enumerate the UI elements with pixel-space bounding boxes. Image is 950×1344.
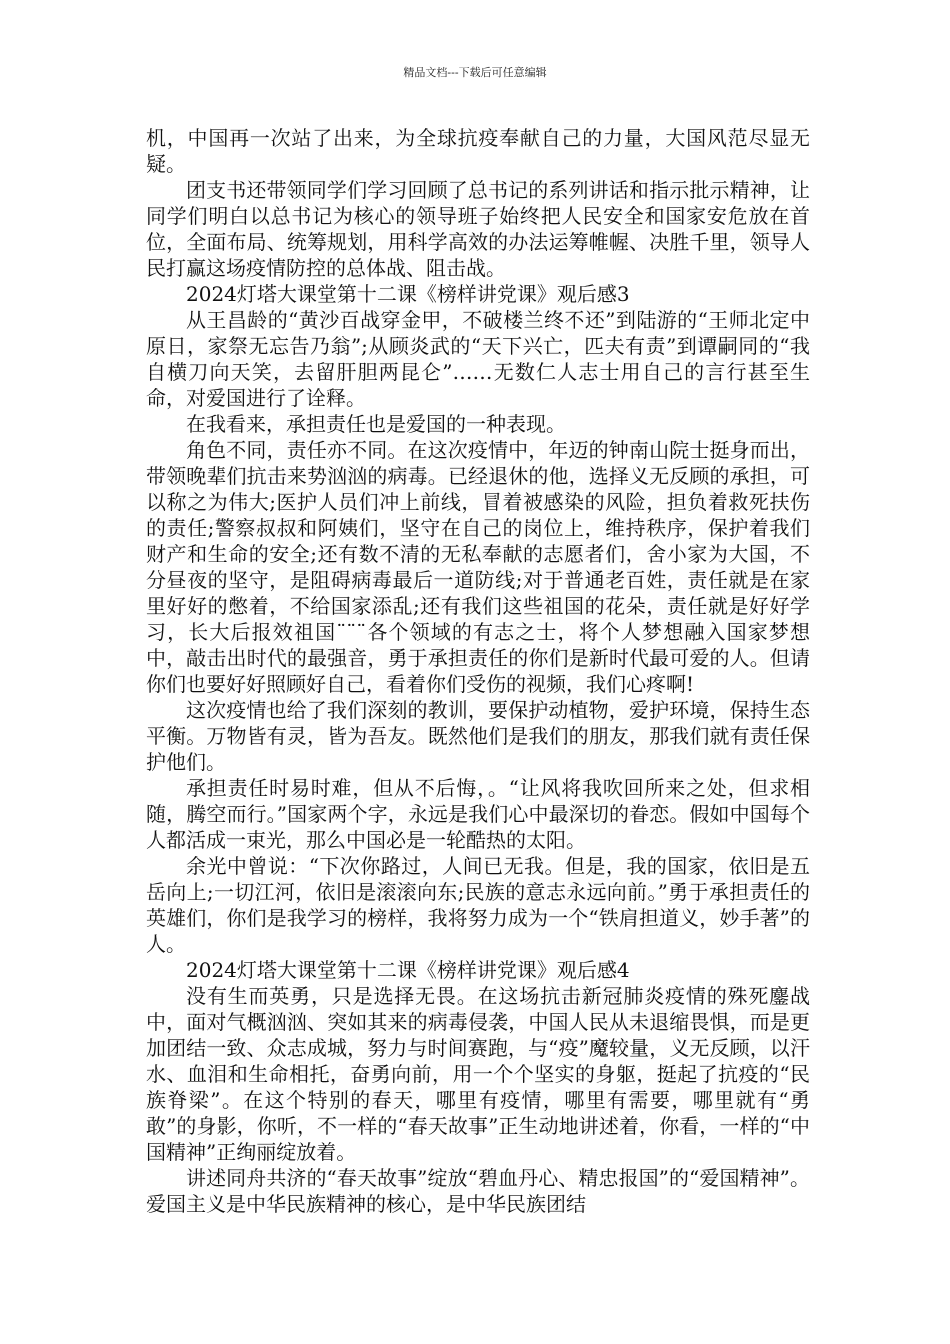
paragraph: 余光中曾说：“下次你路过，人间已无我。但是，我的国家，依旧是五岳向上;一切江河，依旧是滚滚向东;民族的意志永远向前。”勇于承担责任的英雄们，你们是我学习的榜样，我将努力成为一个“铁肩担道义，妙手著”的人。 [146,854,810,956]
paragraph: 没有生而英勇，只是选择无畏。在这场抗击新冠肺炎疫情的殊死鏖战中，面对气概汹汹、突如其来的病毒侵袭，中国人民从未退缩畏惧，而是更加团结一致、众志成城，努力与时间赛跑，与“疫”魔较量，义无反顾，以汗水、血泪和生命相托，奋勇向前，用一个个坚实的身躯，挺起了抗疫的“民族脊梁”。在这个特别的春天，哪里有疫情，哪里有需要，哪里就有“勇敢”的身影，你听，不一样的“春天故事”正生动地讲述着，你看，一样的“中国精神”正绚丽绽放着。 [146,984,810,1164]
section-title: 2024灯塔大课堂第十二课《榜样讲党课》观后感3 [186,282,630,306]
paragraph: 角色不同，责任亦不同。在这次疫情中，年迈的钟南山院士挺身而出，带领晚辈们抗击来势汹汹的病毒。已经退休的他，选择义无反顾的承担，可以称之为伟大;医护人员们冲上前线，冒着被感染的风险，担负着救死扶伤的责任;警察叔叔和阿姨们，坚守在自己的岗位上，维持秩序，保护着我们财产和生命的安全;还有数不清的无私奉献的志愿者们，舍小家为大国，不分昼夜的坚守，是阻碍病毒最后一道防线;对于普通老百姓，责任就是在家里好好的憋着，不给国家添乱;还有我们这些祖国的花朵，责任就是好好学习，长大后报效祖国¨¨¨各个领域的有志之士，将个人梦想融入国家梦想中，敲击出时代的最强音，勇于承担责任的你们是新时代最可爱的人。但请你们也要好好照顾好自己，看着你们受伤的视频，我们心疼啊! [146,438,810,696]
paragraph: 讲述同舟共济的“春天故事”绽放“碧血丹心、精忠报国”的“爱国精神”。爱国主义是中华民族精神的核心，是中华民族团结 [146,1166,810,1216]
header-note: 精品文档---下载后可任意编辑 [403,66,547,79]
paragraph: 在我看来，承担责任也是爱国的一种表现。 [186,412,566,436]
paragraph: 承担责任时易时难，但从不后悔，。“让风将我吹回所来之处，但求相随，腾空而行。”国家两个字，永远是我们心中最深切的眷恋。假如中国每个人都活成一束光，那么中国必是一轮酷热的太阳。 [146,776,810,852]
paragraph: 机，中国再一次站了出来，为全球抗疫奉献自己的力量，大国风范尽显无疑。 [146,126,810,176]
section-title: 2024灯塔大课堂第十二课《榜样讲党课》观后感4 [186,958,630,982]
paragraph: 从王昌龄的“黄沙百战穿金甲，不破楼兰终不还”到陆游的“王师北定中原日，家祭无忘告乃翁”;从顾炎武的“天下兴亡，匹夫有责”到谭嗣同的“我自横刀向天笑，去留肝胆两昆仑”……无数仁人志士用自己的言行甚至生命，对爱国进行了诠释。 [146,308,810,410]
paragraph: 这次疫情也给了我们深刻的教训，要保护动植物，爱护环境，保持生态平衡。万物皆有灵，皆为吾友。既然他们是我们的朋友，那我们就有责任保护他们。 [146,698,810,774]
paragraph: 团支书还带领同学们学习回顾了总书记的系列讲话和指示批示精神，让同学们明白以总书记为核心的领导班子始终把人民安全和国家安危放在首位，全面布局、统筹规划，用科学高效的办法运筹帷幄、决胜千里，领导人民打赢这场疫情防控的总体战、阻击战。 [146,178,810,280]
document-body [146,125,810,1217]
